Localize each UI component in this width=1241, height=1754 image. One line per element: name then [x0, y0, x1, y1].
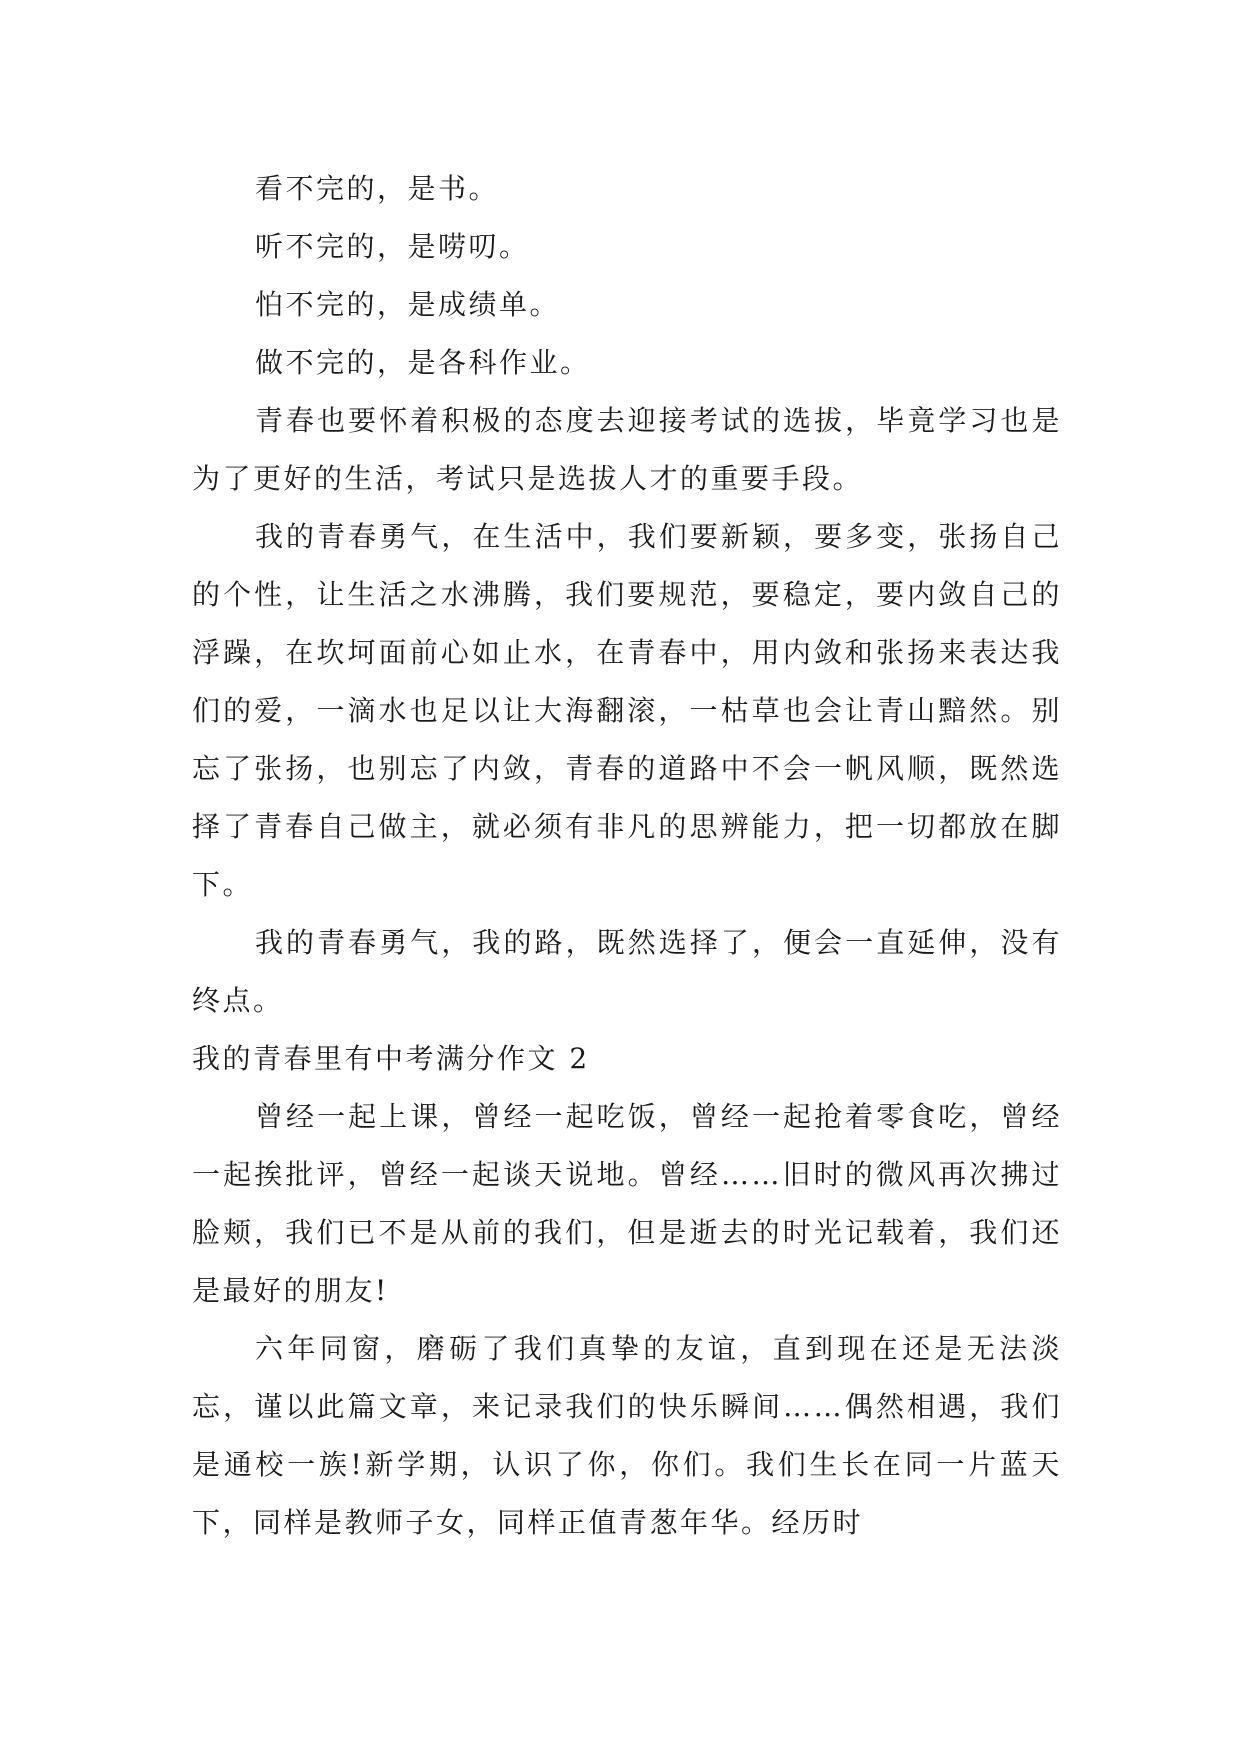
- paragraph-9: 六年同窗，磨砺了我们真挚的友谊，直到现在还是无法淡忘，谨以此篇文章，来记录我们的快乐瞬间……偶然相遇，我们是通校一族!新学期，认识了你，你们。我们生长在同一片蓝天下，同样是教师子女，同样正值青葱年华。经历时: [192, 1332, 1062, 1539]
- paragraph-8: 曾经一起上课，曾经一起吃饭，曾经一起抢着零食吃，曾经一起挨批评，曾经一起谈天说地。曾经……旧时的微风再次拂过脸颊，我们已不是从前的我们，但是逝去的时光记载着，我们还是最好的朋友!: [192, 1100, 1062, 1307]
- section-heading: 我的青春里有中考满分作文 2: [192, 1042, 590, 1075]
- document-body: [192, 160, 1062, 1552]
- paragraph-1: 看不完的，是书。: [255, 172, 500, 205]
- paragraph-3: 怕不完的，是成绩单。: [255, 288, 561, 321]
- paragraph-7: 我的青春勇气，我的路，既然选择了，便会一直延伸，没有终点。: [192, 926, 1062, 1017]
- paragraph-5: 青春也要怀着积极的态度去迎接考试的选拔，毕竟学习也是为了更好的生活，考试只是选拔人才的重要手段。: [192, 404, 1062, 495]
- paragraph-2: 听不完的，是唠叨。: [255, 230, 530, 263]
- paragraph-4: 做不完的，是各科作业。: [255, 346, 591, 379]
- paragraph-6: 我的青春勇气，在生活中，我们要新颖，要多变，张扬自己的个性，让生活之水沸腾，我们要规范，要稳定，要内敛自己的浮躁，在坎坷面前心如止水，在青春中，用内敛和张扬来表达我们的爱，一滴水也足以让大海翻滚，一枯草也会让青山黯然。别忘了张扬，也别忘了内敛，青春的道路中不会一帆风顺，既然选择了青春自己做主，就必须有非凡的思辨能力，把一切都放在脚下。: [192, 520, 1062, 901]
